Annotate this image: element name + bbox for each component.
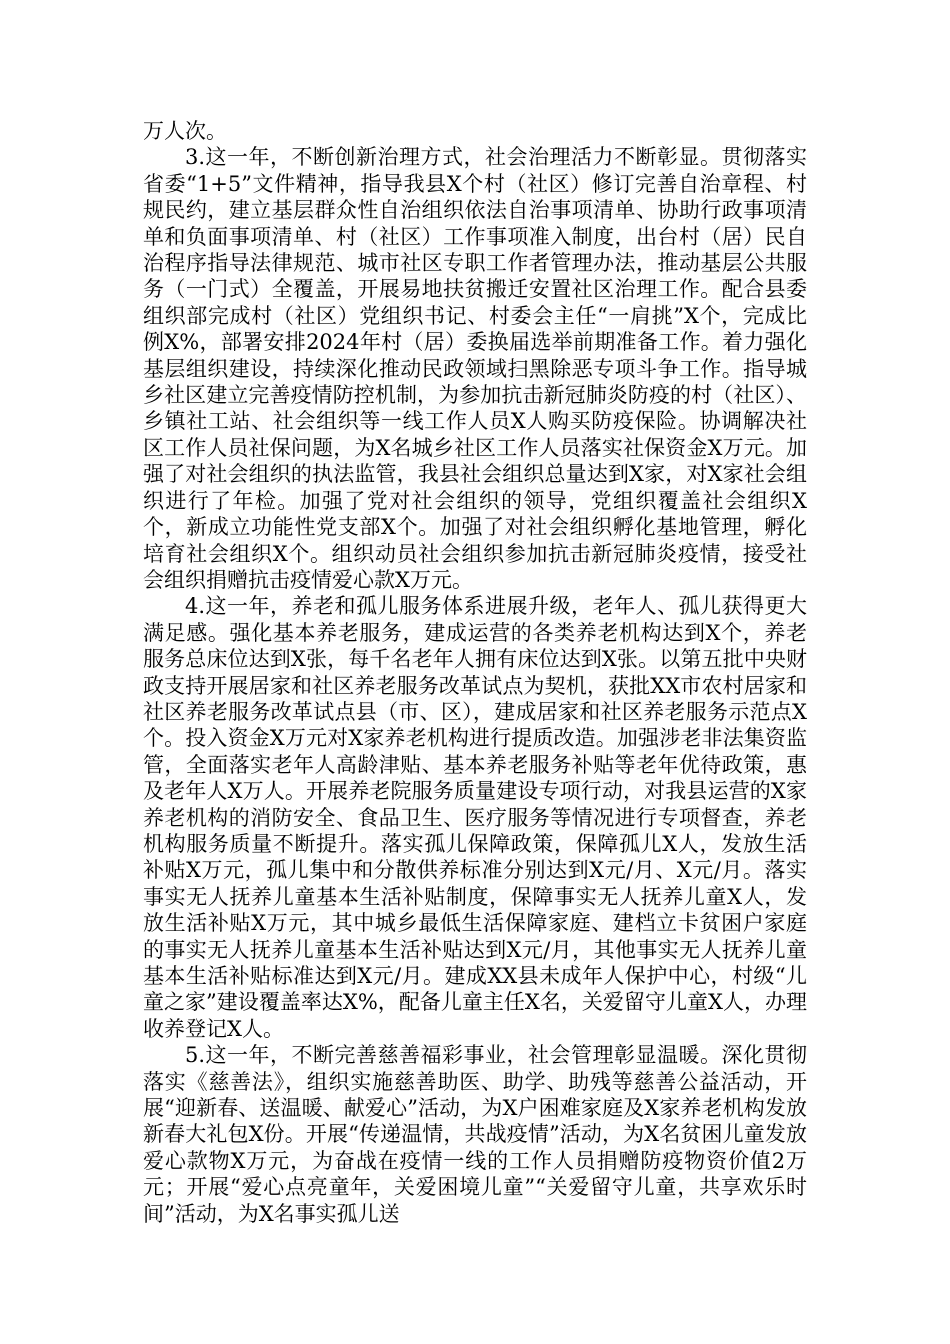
paragraph-charity-lottery: 5.这一年，不断完善慈善福彩事业，社会管理彰显温暖。深化贯彻落实《慈善法》，组织实施慈善助医、助学、助残等慈善公益活动，开展“迎新春、送温暖、献爱心”活动，为X户困难家庭及X家养老机构发放新春大礼包X份。开展“传递温情，共战疫情”活动，为X名贫困儿童发放爱心款物X万元，为奋战在疫情一线的工作人员捐赠防疫物资价值2万元；开展“爱心点亮童年，关爱困境儿童”“关爱留守儿童，共享欢乐时间”活动，为X名事实孤儿送 — [143, 1043, 807, 1226]
paragraph-continuation: 万人次。 — [143, 119, 227, 143]
paragraph-elderly-orphan-services: 4.这一年，养老和孤儿服务体系进展升级，老年人、孤儿获得更大满足感。强化基本养老服务，建成运营的各类养老机构达到X个，养老服务总床位达到X张，每千名老年人拥有床位达到X张。以第五批中央财政支持开展居家和社区养老服务改革试点为契机，获批XX市农村居家和社区养老服务改革试点县（市、区），建成居家和社区养老服务示范点X个。投入资金X万元对X家养老机构进行提质改造。加强涉老非法集资监管，全面落实老年人高龄津贴、基本养老服务补贴等老年优待政策，惠及老年人X万人。开展养老院服务质量建设专项行动，对我县运营的X家养老机构的消防安全、食品卫生、医疗服务等情况进行专项督查，养老机构服务质量不断提升。落实孤儿保障政策，保障孤儿X人，发放生活补贴X万元，孤儿集中和分散供养标准分别达到X元/月、X元/月。落实事实无人抚养儿童基本生活补贴制度，保障事实无人抚养儿童X人，发放生活补贴X万元，其中城乡最低生活保障家庭、建档立卡贫困户家庭的事实无人抚养儿童基本生活补贴达到X元/月，其他事实无人抚养儿童基本生活补贴标准达到X元/月。建成XX县未成年人保护中心，村级“儿童之家”建设覆盖率达X%，配备儿童主任X名，关爱留守儿童X人，办理收养登记X人。 — [143, 594, 807, 1041]
paragraph-social-governance: 3.这一年，不断创新治理方式，社会治理活力不断彰显。贯彻落实省委“1+5”文件精神，指导我县X个村（社区）修订完善自治章程、村规民约，建立基层群众性自治组织依法自治事项清单、协助行政事项清单和负面事项清单、村（社区）工作事项准入制度，出台村（居）民自治程序指导法律规范、城市社区专职工作者管理办法，推动基层公共服务（一门式）全覆盖，开展易地扶贫搬迁安置社区治理工作。配合县委组织部完成村（社区）党组织书记、村委会主任“一肩挑”X个，完成比例X%，部署安排2024年村（居）委换届选举前期准备工作。着力强化基层组织建设，持续深化推动民政领域扫黑除恶专项斗争工作。指导城乡社区建立完善疫情防控机制，为参加抗击新冠肺炎防疫的村（社区）、乡镇社工站、社会组织等一线工作人员X人购买防疫保险。协调解决社区工作人员社保问题，为X名城乡社区工作人员落实社保资金X万元。加强了对社会组织的执法监管，我县社会组织总量达到X家，对X家社会组织进行了年检。加强了党对社会组织的领导，党组织覆盖社会组织X个，新成立功能性党支部X个。加强了对社会组织孵化基地管理，孵化培育社会组织X个。组织动员社会组织参加抗击新冠肺炎疫情，接受社会组织捐赠抗击疫情爱心款X万元。 — [143, 145, 807, 592]
document-page — [143, 118, 807, 1227]
